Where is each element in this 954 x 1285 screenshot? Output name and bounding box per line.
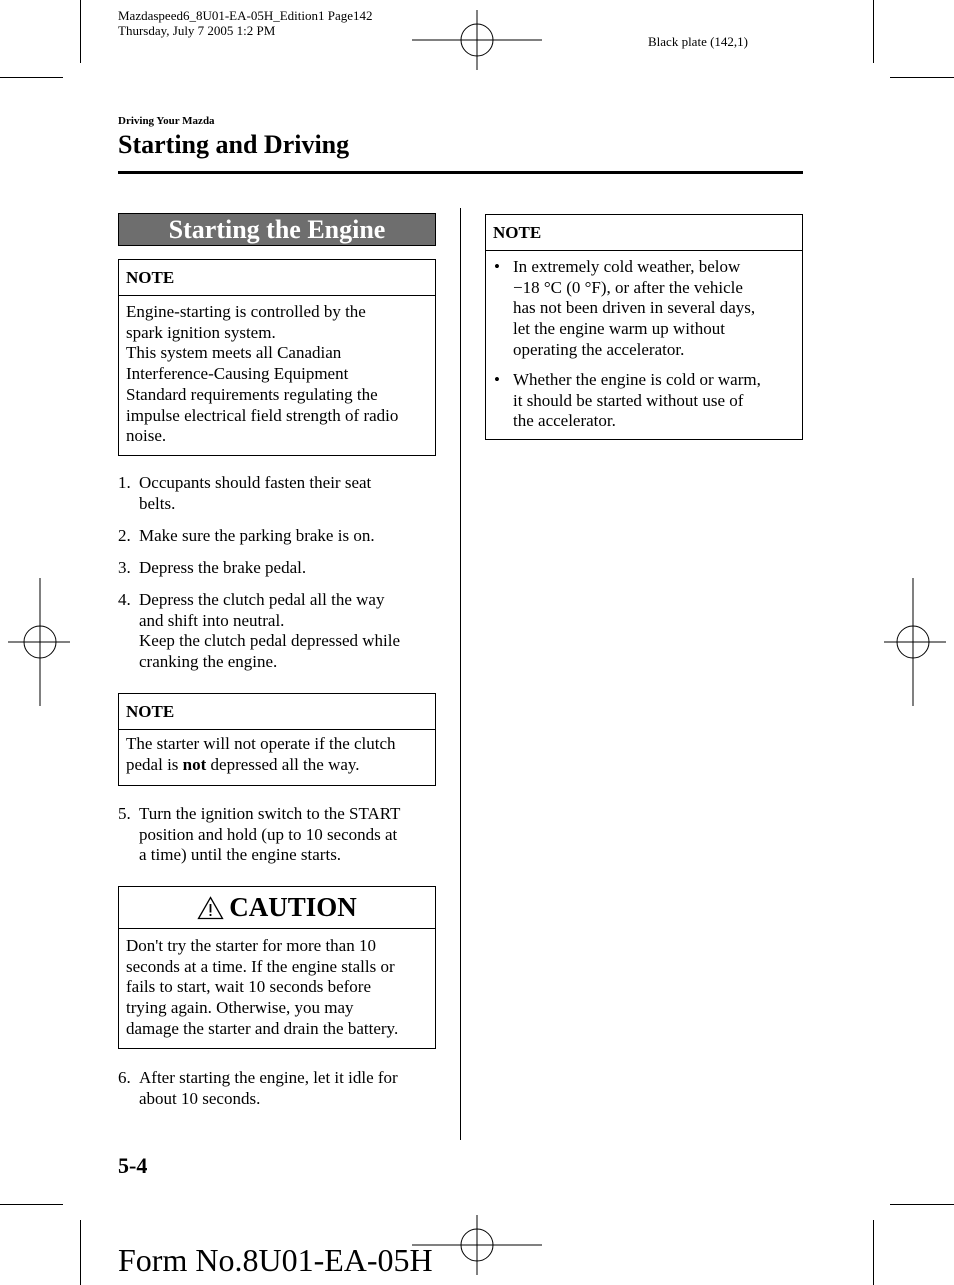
step-number: 3. [118, 558, 131, 577]
caution-heading-row [119, 887, 435, 929]
step-number: 6. [118, 1068, 131, 1087]
bullet-line: has not been driven in several days, [513, 298, 756, 318]
page-title: Starting the Engine [118, 213, 436, 246]
note-body [119, 730, 435, 775]
note-line: impulse electrical field strength of radio [126, 405, 399, 425]
registration-mark-right [882, 576, 948, 708]
crop-mark [873, 0, 874, 63]
step-number: 1. [118, 473, 131, 492]
chapter-label: Driving Your Mazda [118, 115, 215, 127]
note-heading: NOTE [486, 215, 802, 251]
note-line [126, 755, 428, 776]
note-box-cold-weather [485, 214, 803, 440]
bullet-line: −18 °C (0 °F), or after the vehicle [513, 277, 743, 297]
step-line: Turn the ignition switch to the START [139, 804, 401, 823]
step-line: Depress the brake pedal. [139, 558, 307, 577]
step-number: 4. [118, 590, 131, 609]
note-line: The starter will not operate if the clutch [126, 734, 396, 753]
plate-label: Black plate (142,1) [648, 34, 748, 49]
crop-mark [890, 77, 954, 78]
caution-line: damage the starter and drain the battery. [126, 1018, 399, 1038]
bullet-line: Whether the engine is cold or warm, [513, 370, 761, 389]
note-body [119, 296, 435, 447]
page-number: 5-4 [118, 1153, 148, 1178]
bullet-line: operating the accelerator. [513, 339, 685, 359]
crop-mark [890, 1204, 954, 1205]
note-text: depressed all the way. [206, 754, 360, 774]
warning-triangle-icon [197, 896, 224, 920]
crop-mark [0, 77, 63, 78]
note-heading: NOTE [119, 694, 435, 730]
step-line: Depress the clutch pedal all the way [139, 590, 385, 609]
note-line: spark ignition system. [126, 322, 276, 342]
caution-line: seconds at a time. If the engine stalls or [126, 956, 395, 976]
section-rule [118, 171, 803, 174]
section-heading: Starting and Driving [118, 130, 350, 159]
bullet-line: let the engine warm up without [513, 319, 725, 339]
caution-heading: CAUTION [229, 892, 357, 922]
print-header-file: Mazdaspeed6_8U01-EA-05H_Edition1 Page142 [118, 8, 373, 23]
note-box-ignition [118, 259, 436, 456]
note-line: This system meets all Canadian [126, 343, 342, 363]
form-number: Form No.8U01-EA-05H [118, 1242, 433, 1278]
step-line: position and hold (up to 10 seconds at [139, 824, 398, 844]
note-line: Standard requirements regulating the [126, 384, 378, 404]
step-number: 2. [118, 526, 131, 545]
step-line: Occupants should fasten their seat [139, 473, 372, 492]
note-emphasis: not [182, 754, 207, 774]
bullet-line: it should be started without use of [513, 390, 744, 410]
caution-line: trying again. Otherwise, you may [126, 998, 354, 1018]
step-line: about 10 seconds. [139, 1088, 261, 1108]
caution-box [118, 886, 436, 1049]
caution-body [119, 929, 435, 1040]
crop-mark [80, 1220, 81, 1285]
bullet-line: the accelerator. [513, 411, 616, 431]
step-line: Make sure the parking brake is on. [139, 526, 375, 545]
registration-mark-left [6, 576, 72, 708]
column-divider [460, 208, 461, 1140]
print-header [118, 8, 373, 38]
note-text: pedal is [126, 754, 183, 774]
step-line: a time) until the engine starts. [139, 845, 342, 865]
step-line: belts. [139, 493, 176, 513]
crop-mark [80, 0, 81, 63]
step-line: and shift into neutral. [139, 610, 285, 630]
bullet-line: In extremely cold weather, below [513, 257, 741, 276]
crop-mark [873, 1220, 874, 1285]
crop-mark [0, 1204, 63, 1205]
note-heading: NOTE [119, 260, 435, 296]
step-line: cranking the engine. [139, 652, 278, 672]
registration-mark-top [410, 8, 544, 72]
caution-line: fails to start, wait 10 seconds before [126, 977, 372, 997]
caution-line: Don't try the starter for more than 10 [126, 936, 376, 955]
note-box-clutch [118, 693, 436, 786]
note-line: Engine-starting is controlled by the [126, 302, 366, 321]
print-header-date: Thursday, July 7 2005 1:2 PM [118, 23, 276, 38]
step-line: Keep the clutch pedal depressed while [139, 631, 401, 651]
bullet-dot: • [494, 370, 500, 389]
bullet-dot: • [494, 257, 500, 276]
note-line: noise. [126, 426, 167, 446]
step-number: 5. [118, 804, 131, 823]
note-line: Interference-Causing Equipment [126, 364, 349, 384]
step-line: After starting the engine, let it idle for [139, 1068, 398, 1087]
